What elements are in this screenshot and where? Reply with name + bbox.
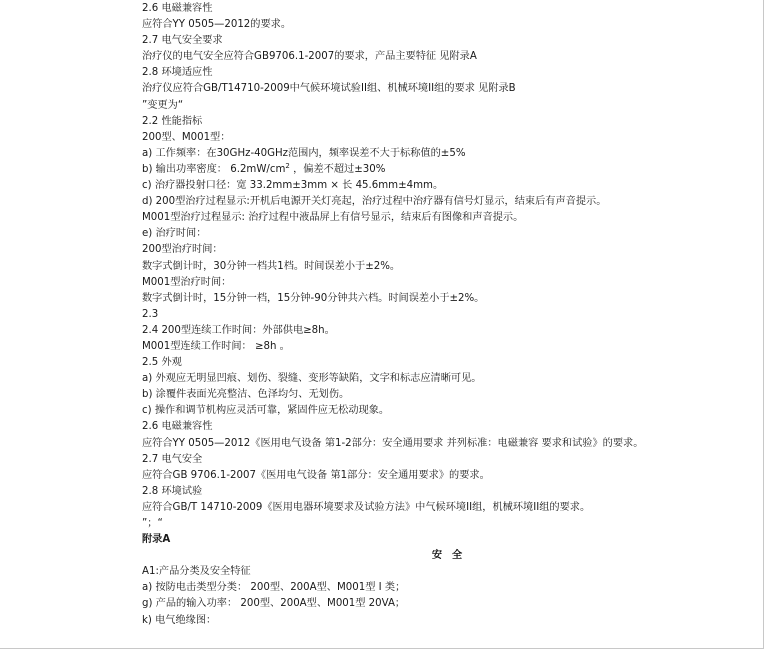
text-line bbox=[142, 452, 752, 468]
line-text: 安全 bbox=[431, 550, 473, 562]
text-line bbox=[142, 242, 752, 258]
line-text: 2.4 200型连续工作时间：外部供电≥8h。 bbox=[142, 324, 335, 336]
line-text: M001型治疗过程显示: 治疗过程中液晶屏上有信号显示，结束后有图像和声音提示。 bbox=[142, 212, 524, 224]
line-text: d) 200型治疗过程显示:开机后电源开关灯亮起，治疗过程中治疗器有信号灯显示，结束后有声音提示。 bbox=[142, 196, 607, 208]
text-line bbox=[142, 307, 752, 323]
text-line bbox=[142, 403, 752, 419]
line-text: A1:产品分类及安全特征 bbox=[142, 566, 251, 578]
line-text: M001型连续工作时间： ≥8h 。 bbox=[142, 340, 290, 352]
line-text: 2.6 电磁兼容性 bbox=[142, 421, 213, 433]
text-line bbox=[142, 210, 752, 226]
line-text-continued: ，偏差不超过±30% bbox=[289, 163, 386, 175]
text-line bbox=[142, 49, 752, 65]
document-body bbox=[142, 1, 752, 629]
text-line bbox=[142, 387, 752, 403]
line-text: a) 工作频率：在30GHz-40GHz范围内，频率误差不大于标称值的±5% bbox=[142, 147, 466, 159]
appendix-heading bbox=[142, 532, 752, 548]
text-line bbox=[142, 516, 752, 532]
text-line bbox=[142, 580, 752, 596]
text-line bbox=[142, 178, 752, 194]
text-line bbox=[142, 114, 752, 130]
line-text: 2.7 电气安全 bbox=[142, 453, 203, 465]
text-line bbox=[142, 65, 752, 81]
text-line bbox=[142, 468, 752, 484]
line-text: 应符合GB 9706.1-2007《医用电气设备 第1部分：安全通用要求》的要求。 bbox=[142, 469, 490, 481]
line-text: 200型治疗时间： bbox=[142, 244, 223, 256]
line-text: 治疗仪的电气安全应符合GB9706.1-2007的要求，产品主要特征 见附录A bbox=[142, 51, 477, 63]
line-text: 2.2 性能指标 bbox=[142, 115, 203, 127]
line-text: k) 电气绝缘图： bbox=[142, 614, 217, 626]
text-line bbox=[142, 33, 752, 49]
line-text: 治疗仪应符合GB/T14710-2009中气候环境试验II组、机械环境II组的要求 见附录B bbox=[142, 83, 516, 95]
text-line bbox=[142, 162, 752, 178]
text-line bbox=[142, 1, 752, 17]
line-text: 2.8 环境适应性 bbox=[142, 67, 213, 79]
line-text: c) 操作和调节机构应灵活可靠，紧固件应无松动现象。 bbox=[142, 405, 390, 417]
line-text: 200型、M001型： bbox=[142, 131, 231, 143]
text-line bbox=[142, 355, 752, 371]
line-text: 2.7 电气安全要求 bbox=[142, 35, 223, 47]
text-line bbox=[142, 500, 752, 516]
text-line bbox=[142, 371, 752, 387]
line-text: c) 治疗器投射口径：宽 33.2mm±3mm × 长 45.6mm±4mm。 bbox=[142, 180, 444, 192]
text-line bbox=[142, 98, 752, 114]
text-line bbox=[142, 130, 752, 146]
text-line bbox=[142, 436, 752, 452]
line-text: 2.3 bbox=[142, 308, 159, 320]
line-text: g) 产品的输入功率： 200型、200A型、M001型 20VA； bbox=[142, 598, 406, 610]
text-line bbox=[142, 419, 752, 435]
line-text: a) 按防电击类型分类： 200型、200A型、M001型 I 类； bbox=[142, 582, 406, 594]
text-line bbox=[142, 339, 752, 355]
text-line bbox=[142, 81, 752, 97]
superscript: 2 bbox=[285, 161, 290, 170]
section-title bbox=[142, 548, 752, 564]
line-text: e) 治疗时间： bbox=[142, 228, 207, 240]
line-text: 数字式倒计时，15分钟一档，15分钟-90分钟共六档。时间误差小于±2%。 bbox=[142, 292, 485, 304]
text-line bbox=[142, 564, 752, 580]
line-text: M001型治疗时间： bbox=[142, 276, 232, 288]
line-text: a) 外观应无明显凹痕、划伤、裂缝、变形等缺陷，文字和标志应清晰可见。 bbox=[142, 373, 482, 385]
text-line bbox=[142, 484, 752, 500]
text-line bbox=[142, 613, 752, 629]
text-line bbox=[142, 259, 752, 275]
text-line bbox=[142, 226, 752, 242]
line-text: 数字式倒计时，30分钟一档共1档。时间误差小于±2%。 bbox=[142, 260, 401, 272]
line-text: 应符合GB/T 14710-2009《医用电器环境要求及试验方法》中气候环境II组，机械环境II组的要求。 bbox=[142, 501, 591, 513]
text-line bbox=[142, 596, 752, 612]
text-line bbox=[142, 17, 752, 33]
line-text: 应符合YY 0505—2012《医用电气设备 第1-2部分：安全通用要求 并列标准：电磁兼容 要求和试验》的要求。 bbox=[142, 437, 644, 449]
line-text: b) 涂覆件表面光亮整洁、色泽均匀、无划伤。 bbox=[142, 389, 350, 401]
line-text: 应符合YY 0505—2012的要求。 bbox=[142, 19, 292, 31]
text-line bbox=[142, 194, 752, 210]
line-text: 2.8 环境试验 bbox=[142, 485, 203, 497]
line-text: b) 输出功率密度： 6.2mW/cm bbox=[142, 163, 286, 175]
line-text: ”变更为“ bbox=[142, 99, 184, 111]
text-line bbox=[142, 146, 752, 162]
text-line bbox=[142, 323, 752, 339]
text-line bbox=[142, 291, 752, 307]
text-line bbox=[142, 275, 752, 291]
line-text: 附录A bbox=[142, 534, 171, 546]
line-text: 2.6 电磁兼容性 bbox=[142, 3, 213, 14]
line-text: ”；“ bbox=[142, 518, 163, 529]
line-text: 2.5 外观 bbox=[142, 357, 182, 369]
